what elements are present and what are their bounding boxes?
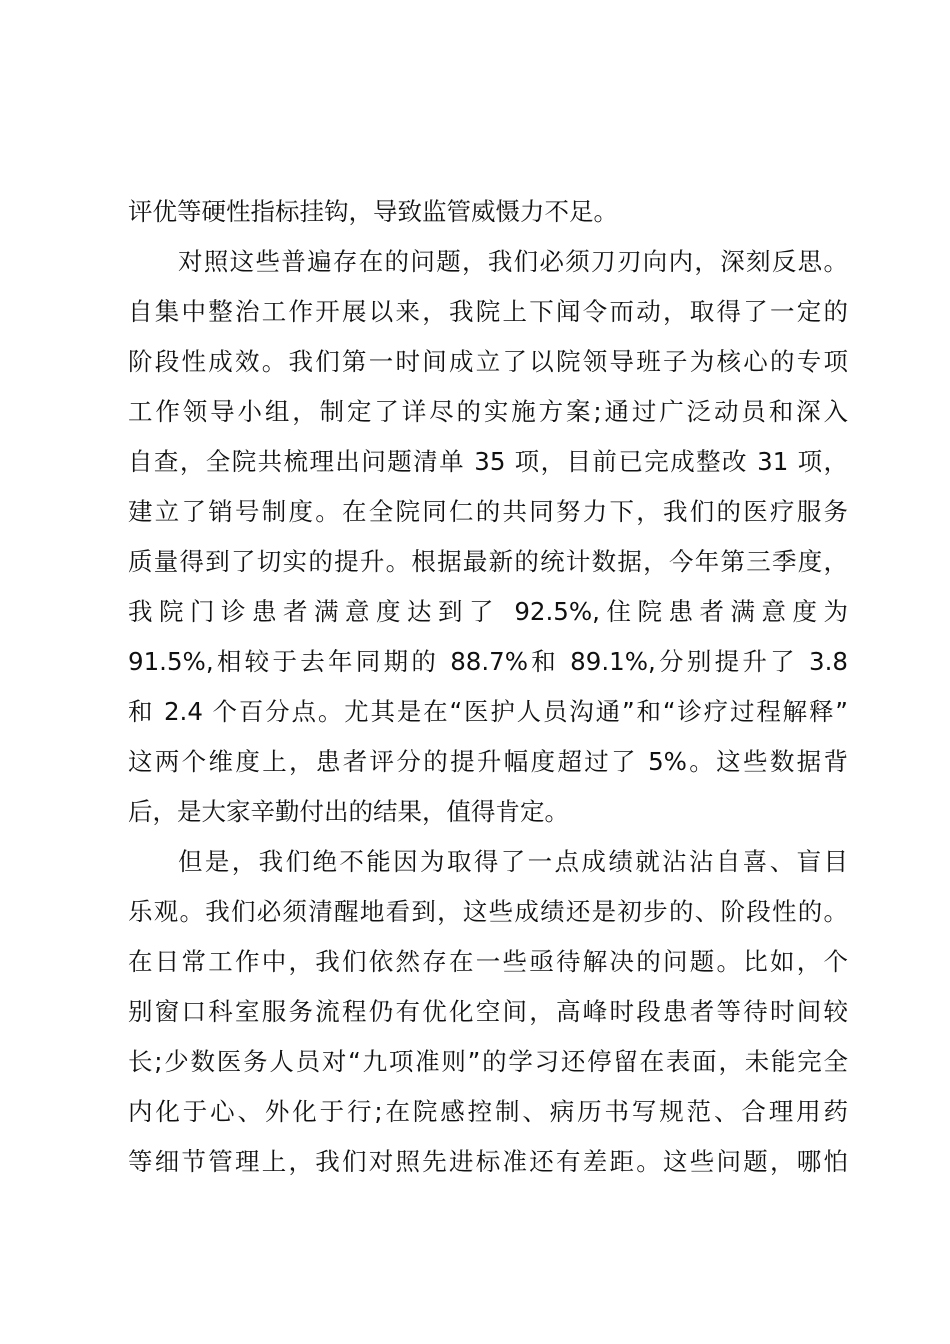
paragraph-first-line: 对照这些普遍存在的问题，我们必须刀刃向内，深刻反思。 xyxy=(178,247,848,276)
text-line: 后，是大家辛勤付出的结果，值得肯定。 xyxy=(128,797,569,826)
text-line: 这两个维度上，患者评分的提升幅度超过了 5%。这些数据背 xyxy=(128,747,848,776)
text-line: 等细节管理上，我们对照先进标准还有差距。这些问题，哪怕 xyxy=(128,1147,848,1176)
text-line: 在日常工作中，我们依然存在一些亟待解决的问题。比如，个 xyxy=(128,947,848,976)
text-line: 建立了销号制度。在全院同仁的共同努力下，我们的医疗服务 xyxy=(128,497,848,526)
text-line: 质量得到了切实的提升。根据最新的统计数据，今年第三季度， xyxy=(128,547,848,576)
text-line: 内化于心、外化于行;在院感控制、病历书写规范、合理用药 xyxy=(128,1097,848,1126)
text-line: 自查，全院共梳理出问题清单 35 项，目前已完成整改 31 项， xyxy=(128,447,848,476)
text-line: 工作领导小组，制定了详尽的实施方案;通过广泛动员和深入 xyxy=(128,397,848,426)
text-line: 和 2.4 个百分点。尤其是在“医护人员沟通”和“诊疗过程解释” xyxy=(128,697,848,726)
text-line: 长;少数医务人员对“九项准则”的学习还停留在表面，未能完全 xyxy=(128,1047,848,1076)
text-line: 91.5%,相较于去年同期的 88.7%和 89.1%,分别提升了 3.8 xyxy=(128,647,848,676)
text-line: 乐观。我们必须清醒地看到，这些成绩还是初步的、阶段性的。 xyxy=(128,897,848,926)
text-line: 评优等硬性指标挂钩，导致监管威慑力不足。 xyxy=(128,197,618,226)
text-line: 自集中整治工作开展以来，我院上下闻令而动，取得了一定的 xyxy=(128,297,848,326)
text-line: 别窗口科室服务流程仍有优化空间，高峰时段患者等待时间较 xyxy=(128,997,848,1026)
paragraph-first-line: 但是，我们绝不能因为取得了一点成绩就沾沾自喜、盲目 xyxy=(178,847,848,876)
text-line: 我院门诊患者满意度达到了 92.5%,住院患者满意度为 xyxy=(128,597,848,626)
text-line: 阶段性成效。我们第一时间成立了以院领导班子为核心的专项 xyxy=(128,347,848,376)
